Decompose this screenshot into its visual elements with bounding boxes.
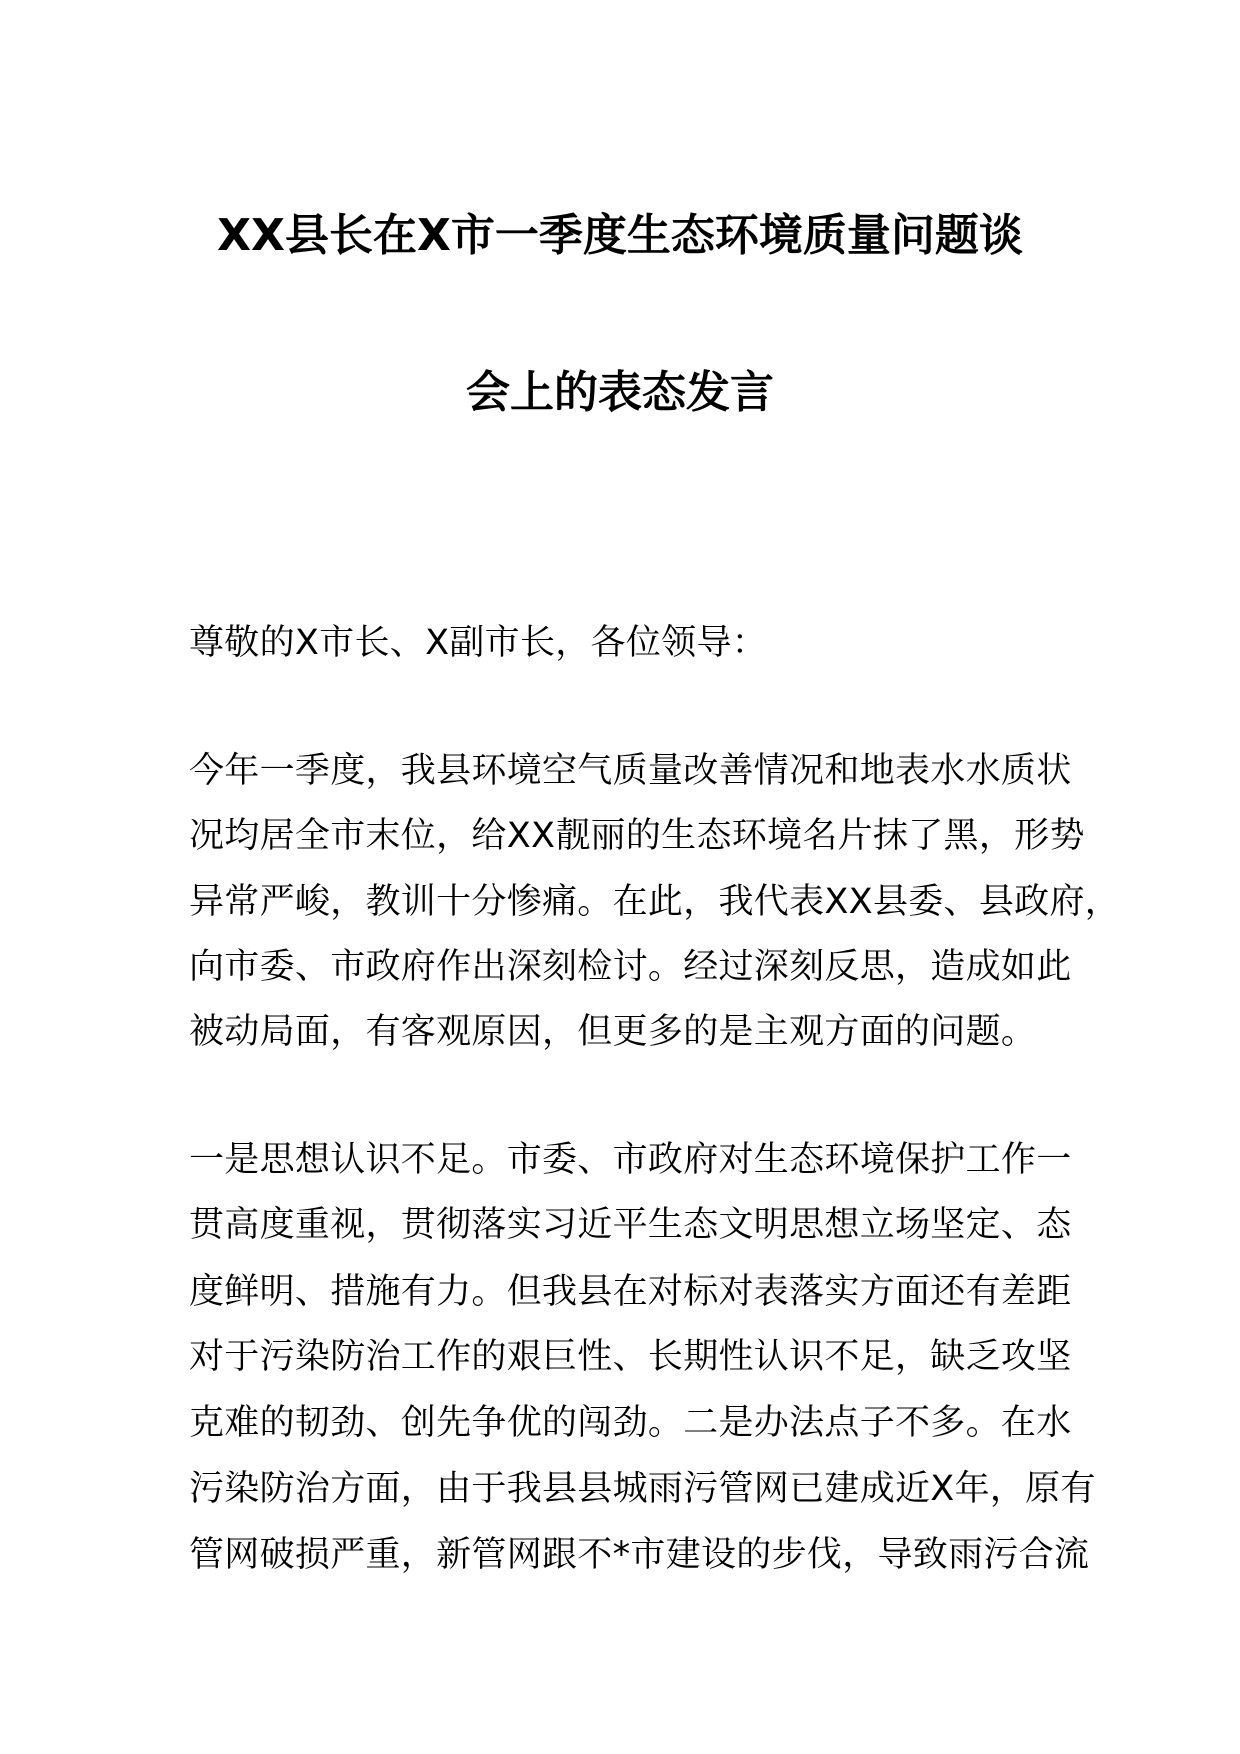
document-title-line-1: XX县长在X市一季度生态环境质量问题谈	[217, 210, 1023, 261]
paragraph-line: 被动局面，有客观原因，但更多的是主观方面的问题。	[189, 1012, 1037, 1052]
paragraph-line: 度鲜明、措施有力。但我县在对标对表落实方面还有差距	[189, 1272, 1072, 1312]
paragraph-line: 对于污染防治工作的艰巨性、长期性认识不足，缺乏攻坚	[189, 1337, 1072, 1377]
paragraph-line: 克难的韧劲、创先争优的闯劲。二是办法点子不多。在水	[189, 1403, 1072, 1443]
paragraph-line: 异常严峻，教训十分惨痛。在此，我代表XX县委、县政府，	[189, 882, 1121, 922]
paragraph-line: 贯高度重视，贯彻落实习近平生态文明思想立场坚定、态	[189, 1205, 1072, 1245]
paragraph-line: 一是思想认识不足。市委、市政府对生态环境保护工作一	[189, 1140, 1072, 1180]
document-title-line-2: 会上的表态发言	[466, 367, 774, 418]
paragraph-line: 向市委、市政府作出深刻检讨。经过深刻反思，造成如此	[189, 947, 1072, 987]
paragraph-line: 管网破损严重，新管网跟不*市建设的步伐，导致雨污合流	[189, 1535, 1090, 1575]
salutation: 尊敬的X市长、X副市长，各位领导：	[189, 623, 768, 663]
paragraph-line: 污染防治方面，由于我县县城雨污管网已建成近X年，原有	[189, 1469, 1096, 1509]
paragraph-line: 今年一季度，我县环境空气质量改善情况和地表水水质状	[189, 751, 1072, 791]
paragraph-line: 况均居全市末位，给XX靓丽的生态环境名片抹了黑，形势	[189, 816, 1085, 856]
